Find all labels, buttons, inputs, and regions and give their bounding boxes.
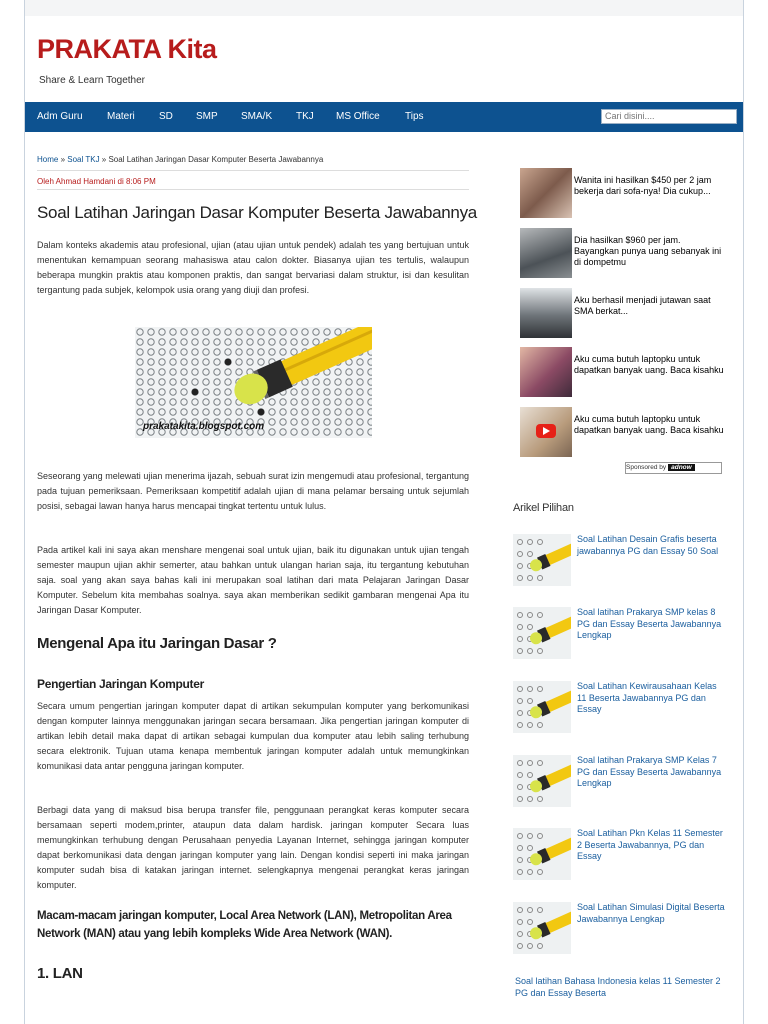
breadcrumb (37, 155, 323, 164)
breadcrumb-current: Soal Latihan Jaringan Dasar Komputer Beserta Jawabannya (108, 155, 324, 164)
pick-thumbnail[interactable] (513, 828, 571, 880)
breadcrumb-home[interactable]: Home (37, 155, 59, 164)
section-heading: Macam-macam jaringan komputer, Local Area Network (LAN), Metropolitan Area Network (MAN) atau yang lebih kompleks Wide Area Network (WAN). (37, 910, 452, 940)
pick-item[interactable] (513, 755, 733, 807)
answer-sheet-pencil-image (513, 534, 571, 586)
widget-title: Arikel Pilihan (513, 502, 574, 514)
adnow-logo: adnow (668, 464, 695, 471)
subsection-heading: Pengertian Jaringan Komputer (37, 677, 204, 691)
pick-link[interactable]: Soal Latihan Desain Grafis beserta jawabannya PG dan Essay 50 Soal (577, 534, 719, 556)
post-title: Soal Latihan Jaringan Dasar Komputer Beserta Jawabannya (37, 203, 477, 222)
site-title[interactable]: PRAKATA Kita (37, 34, 217, 64)
pick-link[interactable]: Soal Latihan Pkn Kelas 11 Semester 2 Beserta Jawabannya, PG dan Essay (577, 828, 723, 861)
post-byline: Oleh Ahmad Hamdani di 8:06 PM (37, 177, 156, 186)
answer-sheet-pencil-image (513, 607, 571, 659)
pick-item[interactable] (513, 607, 733, 659)
breadcrumb-category[interactable]: Soal TKJ (67, 155, 100, 164)
pick-thumbnail[interactable] (513, 902, 571, 954)
nav-item-materi[interactable]: Materi (107, 111, 135, 122)
post-paragraph: Secara umum pengertian jaringan komputer dapat di artikan sekumpulan komputer yang berkomunikasi dengan komputer lainnya menggunakan jaringan secara bersamaan. Jika pengertian jaringan komputer di artikan lebih detail maka dapat di artikan sebagai kumpulan dua komputer atau lebih saling terhubung secara elektronik. Tujuan utama kenapa membentuk jaringan komputer adalah untuk memungkinkan komunikasi data antar pengguna jaringan komputer. (37, 701, 469, 771)
pick-link[interactable]: Soal latihan Prakarya SMP Kelas 7 PG dan Essay Beserta Jawabannya Lengkap (577, 755, 722, 788)
ad-thumbnail[interactable] (520, 347, 572, 397)
page-frame (24, 0, 744, 1024)
sponsored-label: Sponsored by (626, 464, 667, 471)
answer-sheet-pencil-image (513, 755, 571, 807)
main-nav (25, 102, 743, 132)
pick-item[interactable] (513, 681, 733, 733)
section-heading: 1. LAN (37, 965, 83, 982)
pick-link[interactable]: Soal Latihan Kewirausahaan Kelas 11 Beserta Jawabannya PG dan Essay (577, 681, 717, 714)
ad-text[interactable]: Dia hasilkan $960 per jam. Bayangkan punya uang sebanyak ini di dompetmu (574, 235, 722, 267)
image-caption: prakatakita.blogspot.com (143, 421, 265, 432)
ad-text[interactable]: Aku cuma butuh laptopku untuk dapatkan banyak uang. Baca kisahku (574, 414, 724, 435)
post-paragraph: Berbagi data yang di maksud bisa berupa transfer file, penggunaan perangkat keras komputer secara bersamaan seperti modem,printer, ataupun data dalam hardisk. jaringan komputer Secara luas memungkinkan terhubung dengan Perusahaan penyedia Layanan Internet, sehingga jaringan komputer dapat berkomunikasi data dengan jaringan komputer yang lain. Dengan kondisi seperti ini maka jaringan komputer sudah bisa di katakan jaringan internet. selengkapnya mengenai perangkat keras jaringan komputer. (37, 805, 469, 890)
answer-sheet-pencil-image (513, 828, 571, 880)
nav-item-tkj[interactable]: TKJ (296, 111, 314, 122)
nav-item-smp[interactable]: SMP (196, 111, 218, 122)
ad-text[interactable]: Aku berhasil menjadi jutawan saat SMA berkat... (574, 295, 711, 316)
nav-item-smak[interactable]: SMA/K (241, 111, 273, 122)
post-paragraph: Seseorang yang melewati ujian menerima ijazah, sebuah surat izin mengemudi atau profesional, tergantung pada tujuan pemeriksaan. Pemeriksaan kompetitif adalah ujian di mana pelamar bersaing untuk sejumlah posisi, sebagai lawan hanya harus mencapai tingkat tertentu untuk lulus. (37, 471, 469, 511)
ad-text[interactable]: Wanita ini hasilkan $450 per 2 jam bekerja dari sofa-nya! Dia cukup... (574, 175, 712, 196)
pick-item[interactable] (513, 828, 733, 880)
pick-thumbnail[interactable] (513, 534, 571, 586)
nav-item-sd[interactable]: SD (159, 111, 173, 122)
ad-item[interactable] (520, 347, 730, 397)
ad-thumbnail[interactable] (520, 228, 572, 278)
ad-thumbnail[interactable] (520, 407, 572, 457)
pick-thumbnail[interactable] (513, 607, 571, 659)
nav-item-tips[interactable]: Tips (405, 111, 424, 122)
sponsored-by-badge[interactable] (625, 462, 722, 474)
top-strip (25, 0, 743, 16)
ad-item[interactable] (520, 168, 730, 218)
ad-thumbnail[interactable] (520, 288, 572, 338)
divider (37, 170, 469, 171)
site-tagline: Share & Learn Together (39, 75, 146, 86)
pick-link[interactable]: Soal Latihan Simulasi Digital Beserta Jawabannya Lengkap (577, 902, 725, 924)
pick-item[interactable] (513, 534, 733, 586)
pick-thumbnail[interactable] (513, 755, 571, 807)
ad-text[interactable]: Aku cuma butuh laptopku untuk dapatkan banyak uang. Baca kisahku (574, 354, 724, 375)
pick-link[interactable]: Soal latihan Prakarya SMP kelas 8 PG dan Essay Beserta Jawabannya Lengkap (577, 607, 722, 640)
pick-link[interactable]: Soal latihan Bahasa Indonesia kelas 11 Semester 2 PG dan Essay Beserta (515, 976, 721, 998)
section-heading: Mengenal Apa itu Jaringan Dasar ? (37, 635, 277, 652)
search-input[interactable] (601, 109, 737, 124)
breadcrumb-sep: » (99, 155, 109, 164)
post-paragraph: Dalam konteks akademis atau profesional, ujian (atau ujian untuk pendek) adalah tes yang bertujuan untuk menentukan kemampuan seorang mahasiswa atau calon dokter. Biasanya ujian tes tertulis, walaupun beberapa mungkin praktis atau komponen praktis, dan sangat bervariasi dalam struktur, isi dan kesulitan tergantung pada subjek, kelompok usia orang yang diuji dan profesi. (37, 240, 469, 295)
answer-sheet-pencil-image (513, 902, 571, 954)
play-icon (520, 407, 572, 457)
divider (37, 189, 469, 190)
pick-thumbnail[interactable] (513, 681, 571, 733)
answer-sheet-pencil-image (513, 681, 571, 733)
ad-item[interactable] (520, 228, 730, 278)
post-image (135, 327, 372, 438)
ad-thumbnail[interactable] (520, 168, 572, 218)
nav-item-adm-guru[interactable]: Adm Guru (37, 111, 83, 122)
ad-item[interactable] (520, 407, 730, 457)
nav-item-ms-office[interactable]: MS Office (336, 111, 380, 122)
pick-item[interactable] (513, 902, 733, 954)
post-paragraph: Pada artikel kali ini saya akan menshare mengenai soal untuk ujian, baik itu digunakan untuk ujian tengah semester maupun ujian akhir semerter, atau bahkan untuk ulangan harian saja, itu tergantung kebutuhan saja. soal yang akan saya bahas kali ini merupakan soal latihan dari mata Pelajaran Jaringan Dasar Komputer. Sebelum kita membahas soalnya. saya akan memberikan sedikit gambaran mengenai Apa itu Jaringan Dasar Komputer. (37, 545, 469, 615)
ad-item[interactable] (520, 288, 730, 338)
breadcrumb-sep: » (58, 155, 68, 164)
